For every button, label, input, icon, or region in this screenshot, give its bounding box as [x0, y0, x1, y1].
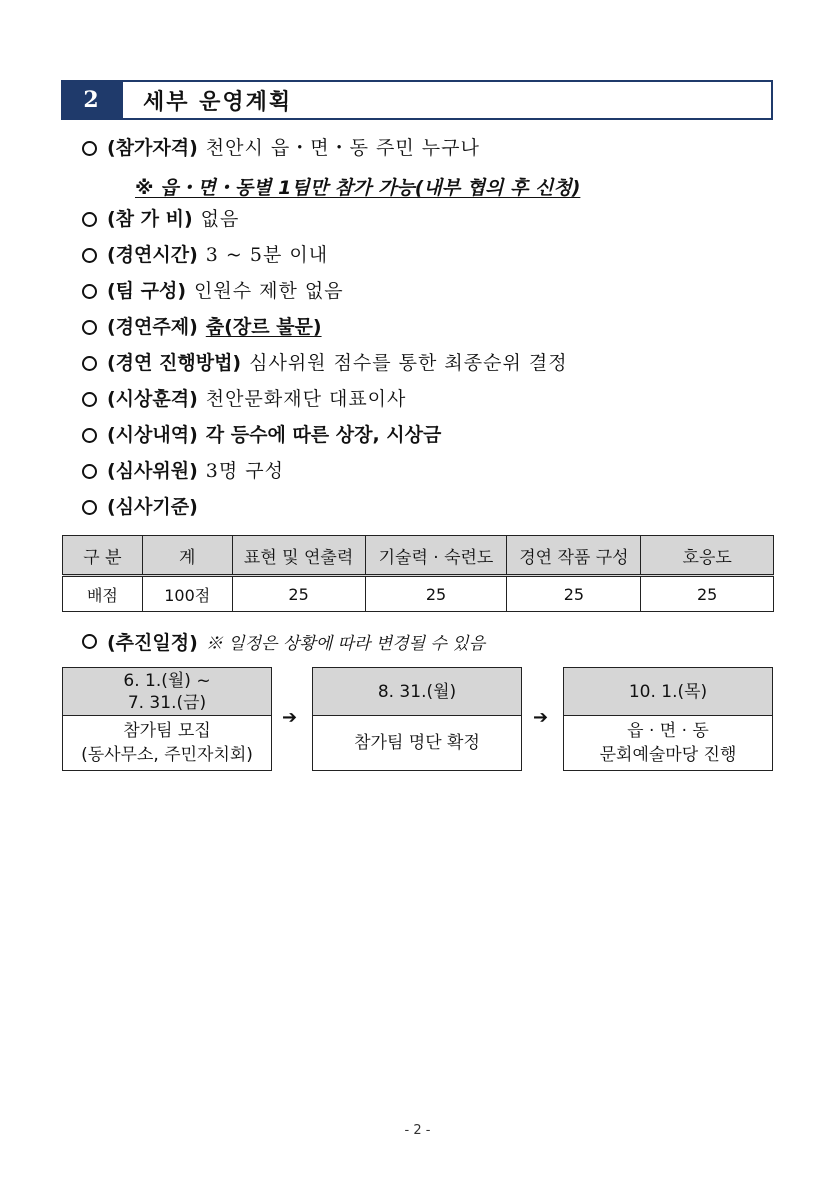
table-header-cell: 표현 및 연출력 — [232, 536, 365, 576]
item-fee — [82, 207, 239, 231]
schedule-date-line: 6. 1.(월) ~ — [123, 670, 211, 691]
schedule-desc-line: 참가팀 명단 확정 — [354, 733, 480, 753]
section-header — [61, 80, 773, 120]
circle-icon — [82, 320, 97, 335]
circle-icon — [82, 464, 97, 479]
circle-icon — [82, 500, 97, 515]
item-judges — [82, 459, 284, 483]
item-value: 3 ~ 5분 이내 — [205, 244, 329, 266]
item-eligibility — [82, 136, 480, 160]
item-label: (참 가 비) — [107, 208, 193, 230]
circle-icon — [82, 284, 97, 299]
item-value: 춤(장르 불문) — [205, 316, 322, 338]
schedule-date — [564, 668, 772, 716]
item-theme — [82, 315, 322, 339]
item-label: (팀 구성) — [107, 280, 187, 302]
item-value: 천안시 읍・면・동 주민 누구나 — [205, 137, 480, 159]
schedule-desc-line: 참가팀 모집 — [123, 721, 211, 741]
table-cell: 100점 — [142, 576, 232, 612]
circle-icon — [82, 212, 97, 227]
item-award-details — [82, 423, 441, 447]
item-method — [82, 351, 568, 375]
table-header-row — [63, 536, 774, 576]
circle-icon — [82, 392, 97, 407]
table-row — [63, 576, 774, 612]
table-cell: 배점 — [63, 576, 143, 612]
table-header-cell: 경연 작품 구성 — [507, 536, 641, 576]
schedule-step-recruit — [62, 667, 272, 771]
schedule-date — [313, 668, 521, 716]
item-value: 심사위원 점수를 통한 최종순위 결정 — [249, 352, 568, 374]
schedule-date-line: 10. 1.(목) — [628, 681, 708, 702]
schedule-step-event — [563, 667, 773, 771]
table-cell: 25 — [641, 576, 774, 612]
table-cell: 25 — [232, 576, 365, 612]
circle-icon — [82, 428, 97, 443]
table-header-cell: 계 — [142, 536, 232, 576]
section-number: 2 — [63, 82, 119, 118]
item-value: 없음 — [200, 208, 240, 230]
item-value: 각 등수에 따른 상장, 시상금 — [205, 424, 442, 446]
criteria-table — [62, 535, 774, 612]
eligibility-note: ※ 읍・면・동별 1팀만 참가 가능(내부 협의 후 신청) — [135, 177, 581, 199]
item-value: 인원수 제한 없음 — [194, 280, 344, 302]
table-cell: 25 — [507, 576, 641, 612]
schedule-desc — [313, 716, 521, 770]
item-schedule — [82, 628, 485, 655]
item-label: (경연 진행방법) — [107, 352, 242, 374]
table-header-cell: 호응도 — [641, 536, 774, 576]
schedule-step-confirm — [312, 667, 522, 771]
schedule-desc — [63, 716, 271, 770]
item-label: (참가자격) — [107, 137, 198, 159]
item-award-title — [82, 387, 406, 411]
circle-icon — [82, 248, 97, 263]
circle-icon — [82, 141, 97, 156]
item-duration — [82, 243, 328, 267]
schedule-note: ※ 일정은 상황에 따라 변경될 수 있음 — [205, 634, 486, 654]
item-criteria — [82, 495, 206, 519]
arrow-icon: ➔ — [533, 707, 549, 728]
page-number: - 2 - — [404, 1123, 431, 1138]
circle-icon — [82, 356, 97, 371]
item-label: (경연주제) — [107, 316, 198, 338]
schedule-desc — [564, 716, 772, 770]
item-label: (경연시간) — [107, 244, 198, 266]
circle-icon — [82, 634, 97, 649]
item-label: (심사위원) — [107, 460, 198, 482]
item-value: 3명 구성 — [205, 460, 284, 482]
schedule-date-line: 8. 31.(월) — [377, 681, 457, 702]
item-team — [82, 279, 344, 303]
table-header-cell: 기술력 · 숙련도 — [365, 536, 507, 576]
schedule-desc-line: 읍 · 면 · 동 — [627, 721, 709, 741]
schedule-date — [63, 668, 271, 716]
schedule-desc-line: 문회예술마당 진행 — [599, 745, 737, 765]
item-label: (시상내역) — [107, 424, 198, 446]
item-label: (추진일정) — [107, 632, 198, 654]
table-cell: 25 — [365, 576, 507, 612]
schedule-desc-line: (동사무소, 주민자치회) — [81, 745, 253, 765]
item-label: (심사기준) — [107, 496, 198, 518]
section-divider — [119, 82, 127, 118]
item-label: (시상훈격) — [107, 388, 198, 410]
item-value: 천안문화재단 대표이사 — [205, 388, 407, 410]
schedule-date-line: 7. 31.(금) — [127, 692, 207, 713]
section-title: 세부 운영계획 — [143, 89, 293, 115]
table-header-cell: 구 분 — [63, 536, 143, 576]
arrow-icon: ➔ — [282, 707, 298, 728]
